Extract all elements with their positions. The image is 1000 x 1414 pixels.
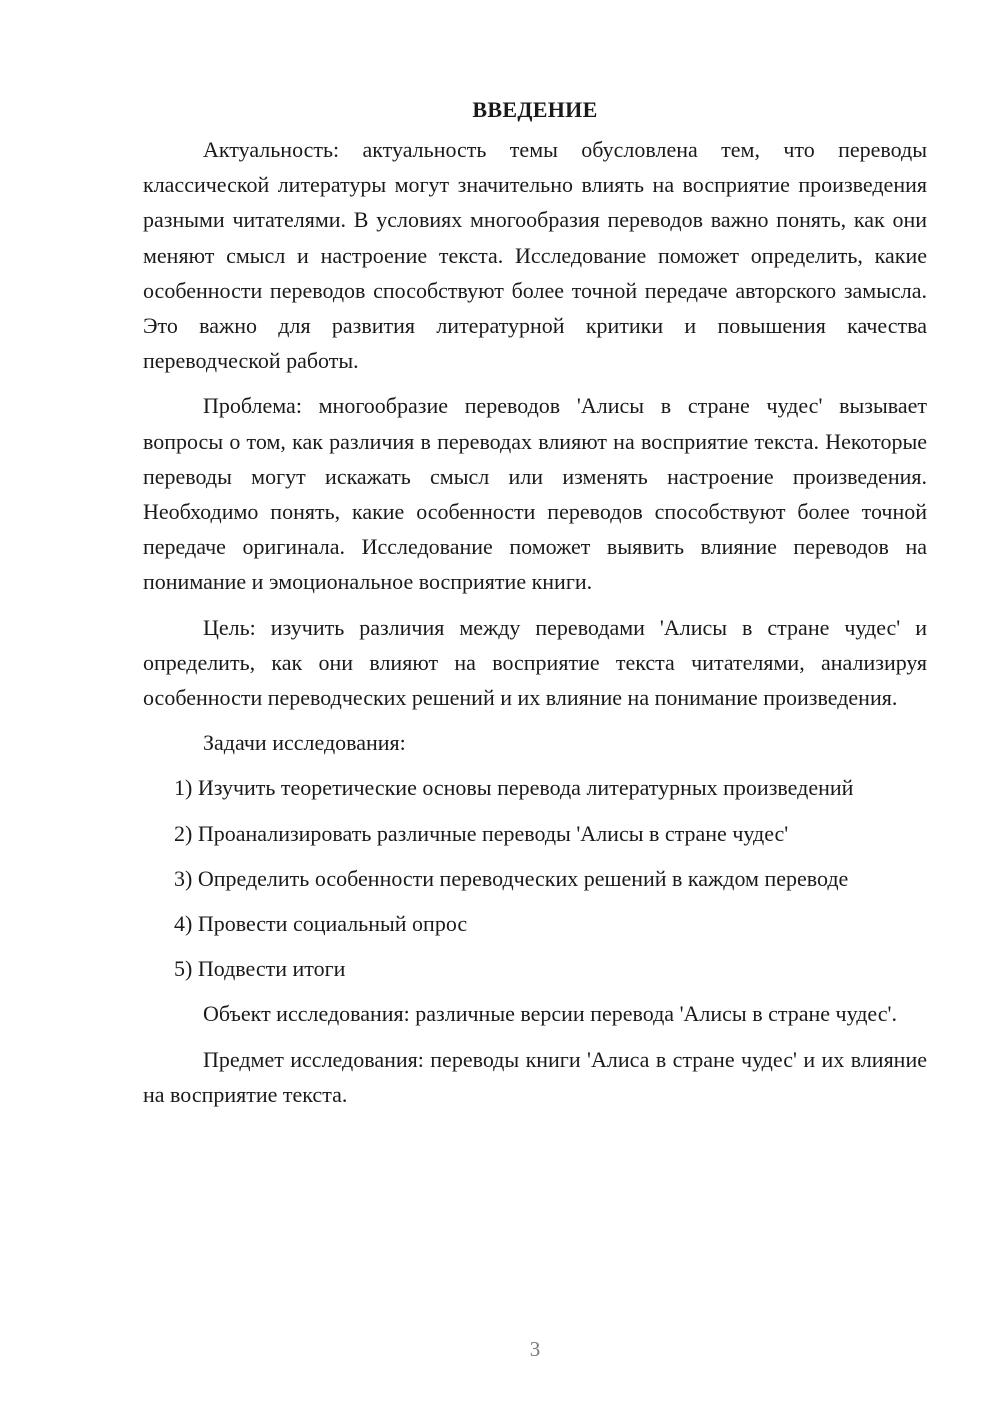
task-item-3: 3) Определить особенности переводческих решений в каждом переводе xyxy=(174,865,849,891)
task-item-1: 1) Изучить теоретические основы перевода литературных произведений xyxy=(174,775,854,801)
paragraph-relevance: Актуальность: актуальность темы обусловлена тем, что переводы классической литературы могут значительно влиять на восприятие произведения разными читателями. В условиях многообразия переводов важно понять, как они меняют смысл и настроение текста. Исследование поможет определить, какие особенности переводов способствуют более точной передаче авторского замысла. Это важно для развития литературной критики и повышения качества переводческой работы. xyxy=(143,137,927,374)
paragraph-object: Объект исследования: различные версии перевода 'Алисы в стране чудес'. xyxy=(203,1001,897,1027)
paragraph-goal: Цель: изучить различия между переводами 'Алисы в стране чудес' и определить, как они влияют на восприятие текста читателями, анализируя особенности переводческих решений и их влияние на понимание произведения. xyxy=(143,614,927,711)
tasks-list xyxy=(143,770,927,986)
page-title: ВВЕДЕНИЕ xyxy=(472,97,598,122)
paragraph-subject: Предмет исследования: переводы книги 'Алиса в стране чудес' и их влияние на восприятие текста. xyxy=(143,1046,927,1107)
task-item-5: 5) Подвести итоги xyxy=(174,956,346,982)
page-number: 3 xyxy=(529,1337,541,1361)
tasks-heading: Задачи исследования: xyxy=(203,730,406,756)
paragraph-problem: Проблема: многообразие переводов 'Алисы в стране чудес' вызывает вопросы о том, как различия в переводах влияют на восприятие текста. Некоторые переводы могут искажать смысл или изменять настроение произведения. Необходимо понять, какие особенности переводов способствуют более точной передаче оригинала. Исследование поможет выявить влияние переводов на понимание и эмоциональное восприятие книги. xyxy=(143,393,927,595)
task-item-4: 4) Провести социальный опрос xyxy=(174,911,468,937)
task-item-2: 2) Проанализировать различные переводы 'Алисы в стране чудес' xyxy=(174,820,789,846)
document-body xyxy=(143,92,927,1122)
